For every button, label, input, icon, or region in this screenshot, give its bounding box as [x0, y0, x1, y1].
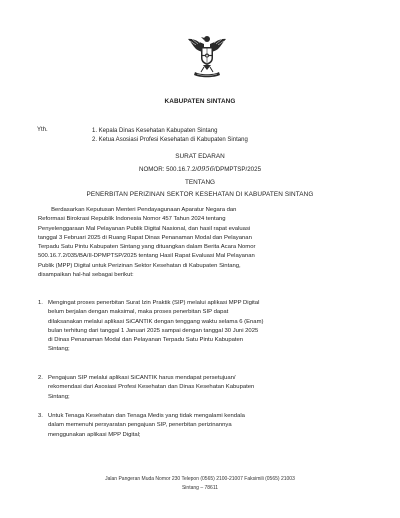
- list-item-line: Pengajuan SIP melalui aplikasi SiCANTIK harus mendapat persetujuan/: [48, 375, 236, 381]
- letter-type-title: SURAT EDARAN: [175, 153, 225, 160]
- garuda-pancasila-emblem-icon: [187, 34, 227, 80]
- paragraph-line: Reformasi Birokrasi Republik Indonesia Nomor 457 Tahun 2024 tentang: [38, 216, 226, 223]
- addressee-label: Yth.: [37, 127, 48, 133]
- paragraph-line: disampaikan hal-hal sebagai berikut:: [38, 272, 134, 279]
- list-item-line: rekomendasi dari Asosiasi Profesi Kesehatan dan Dinas Kesehatan Kabupaten: [48, 384, 255, 391]
- recipient-list: [92, 127, 248, 144]
- list-item-number: 1.: [38, 300, 43, 306]
- letter-number: [0, 165, 400, 173]
- list-item-line: dilaksanakan melalui aplikasi SiCANTIK dengan tenggang waktu selama 6 (Enam): [48, 318, 264, 325]
- list-item-line: menggunakan aplikasi MPP Digital;: [48, 431, 141, 438]
- paragraph-line: Penyelenggaraan Mal Pelayanan Publik Digital Nasional, dan hasil rapat evaluasi: [38, 225, 251, 232]
- list-item-line: Untuk Tenaga Kesehatan dan Tenaga Medis yang tidak mengalami kendala: [48, 413, 245, 419]
- recipient-item: 2. Ketua Asosiasi Profesi Kesehatan di Kabupaten Sintang: [92, 136, 248, 143]
- paragraph-line: Berdasarkan Keputusan Menteri Pendayagunaan Aparatur Negara dan: [38, 207, 237, 213]
- regency-name-heading: KABUPATEN SINTANG: [164, 98, 236, 105]
- list-item-line: Mengingat proses penerbitan Surat Izin Praktik (SIP) melalui aplikasi MPP Digital: [48, 300, 260, 306]
- list-item-line: Sintang;: [48, 346, 70, 353]
- letter-number-handwritten: 0956: [197, 165, 214, 173]
- recipient-item: 1. Kepala Dinas Kesehatan Kabupaten Sintang: [92, 128, 218, 134]
- list-item-line: di Dinas Penanaman Modal dan Pelayanan Terpadu Satu Pintu Kabupaten: [48, 337, 244, 344]
- letter-subject: PENERBITAN PERIZINAN SEKTOR KESEHATAN DI KABUPATEN SINTANG: [86, 191, 314, 198]
- paragraph-line: Terpadu Satu Pintu Kabupaten Sintang yang dituangkan dalam Berita Acara Nomor: [38, 244, 256, 251]
- footer-city: Sintang – 78611: [181, 485, 219, 491]
- list-item-line: Sintang;: [48, 393, 70, 400]
- list-item-text: [48, 412, 245, 440]
- letter-number-prefix: NOMOR: 500.16.7.2/: [138, 166, 198, 173]
- list-item-text: [48, 299, 263, 355]
- list-item-text: [48, 374, 254, 402]
- paragraph-line: 500.16.7.2/035/BA/II-DPMPTSP/2025 tentang Hasil Rapat Evaluasi Mal Pelayanan: [38, 253, 255, 260]
- list-item-line: belum berjalan dengan maksimal, maka proses penerbitan SIP dapat: [48, 309, 229, 316]
- list-item-number: 2.: [38, 375, 43, 381]
- list-item-number: 3.: [38, 413, 43, 419]
- paragraph-line: tanggal 3 Februari 2025 di Ruang Rapat Dinas Penanaman Modal dan Pelayanan: [38, 234, 252, 241]
- paragraph-line: Publik (MPP) Digital untuk Perizinan Sektor Kesehatan di Kabupaten Sintang,: [38, 262, 241, 269]
- letter-number-suffix: /DPMPTSP/2025: [213, 166, 262, 173]
- about-label: TENTANG: [184, 179, 216, 186]
- list-item-line: dalam memenuhi persyaratan pengajuan SIP, penerbitan perizinannya: [48, 422, 232, 429]
- intro-paragraph: [38, 206, 360, 280]
- footer-address: Jalan Pangeran Muda Nomor 230 Telepon (0565) 2100-21007 Faksimili (0565) 21003: [105, 476, 295, 482]
- list-item-line: bulan terhitung dari tanggal 1 Januari 2025 sampai dengan tanggal 30 Juni 2025: [48, 327, 259, 334]
